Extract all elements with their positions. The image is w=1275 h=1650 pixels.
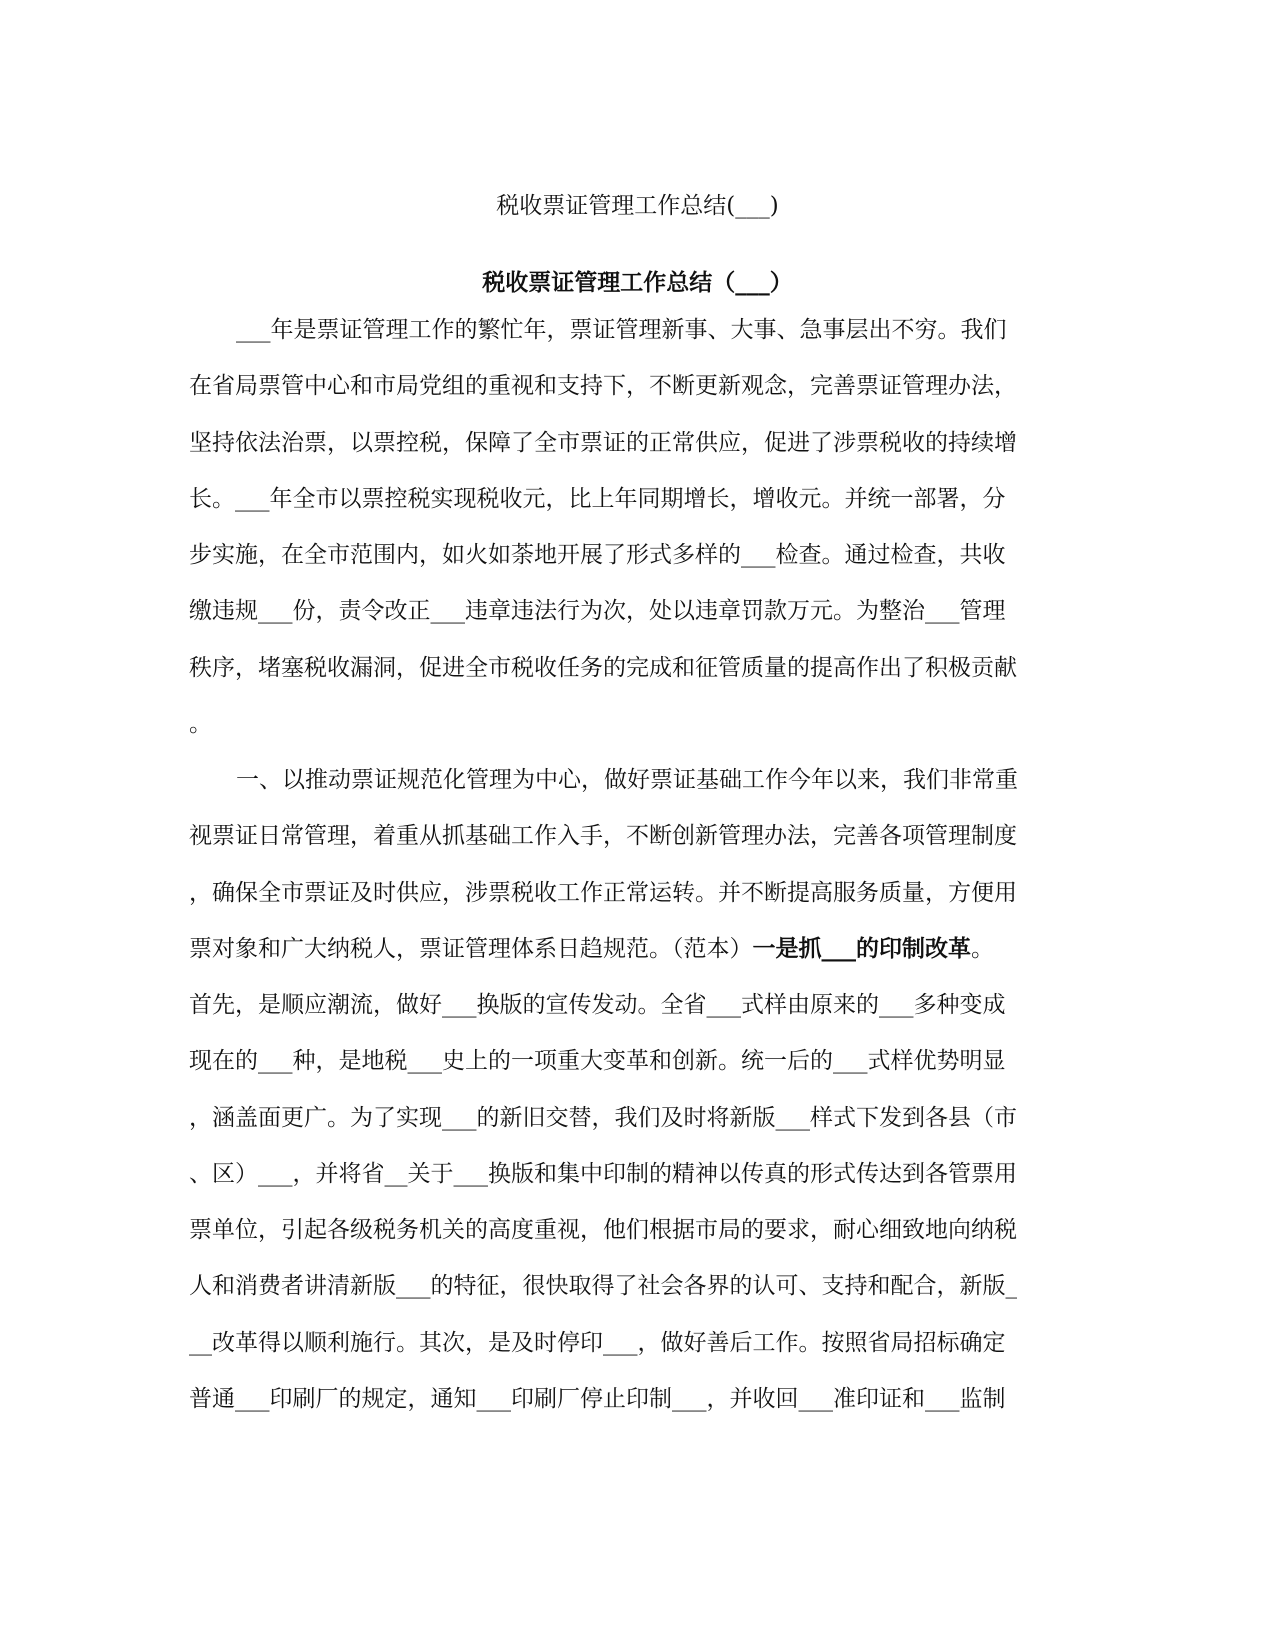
document-title: 税收票证管理工作总结(___)	[496, 193, 779, 219]
paragraph-line: 在省局票管中心和市局党组的重视和支持下，不断更新观念，完善票证管理办法，	[189, 373, 1017, 399]
paragraph-line: 秩序，堵塞税收漏洞，促进全市税收任务的完成和征管质量的提高作出了积极贡献	[189, 655, 1017, 681]
paragraph-line: 票单位，引起各级税务机关的高度重视，他们根据市局的要求，耐心细致地向纳税	[189, 1217, 1017, 1243]
paragraph-line: 长。___年全市以票控税实现税收元，比上年同期增长，增收元。并统一部署，分	[189, 486, 1006, 512]
document-heading: 税收票证管理工作总结（___）	[482, 269, 793, 296]
paragraph-line: 、区）___，并将省__关于___换版和集中印制的精神以传真的形式传达到各管票用	[189, 1161, 1017, 1187]
paragraph-line: 现在的___种，是地税___史上的一项重大变革和创新。统一后的___式样优势明显	[189, 1048, 1006, 1074]
paragraph-line: ___年是票证管理工作的繁忙年，票证管理新事、大事、急事层出不穷。我们	[236, 317, 1007, 343]
bold-phrase: 一是抓___的印制改革	[752, 935, 971, 962]
paragraph-line: 坚持依法治票，以票控税，保障了全市票证的正常供应，促进了涉票税收的持续增	[189, 430, 1017, 456]
paragraph-line: 。	[189, 711, 212, 737]
paragraph-line: 人和消费者讲清新版___的特征，很快取得了社会各界的认可、支持和配合，新版_	[189, 1273, 1017, 1299]
paragraph-line: ，涵盖面更广。为了实现___的新旧交替，我们及时将新版___样式下发到各县（市	[189, 1105, 1017, 1131]
paragraph-line: ，确保全市票证及时供应，涉票税收工作正常运转。并不断提高服务质量，方便用	[189, 880, 1017, 906]
paragraph-line-mixed	[189, 934, 994, 964]
paragraph-line: 步实施，在全市范围内，如火如荼地开展了形式多样的___检查。通过检查，共收	[189, 542, 1006, 568]
paragraph-line: 首先，是顺应潮流，做好___换版的宣传发动。全省___式样由原来的___多种变成	[189, 992, 1006, 1018]
line-text: 票对象和广大纳税人，票证管理体系日趋规范。（范本）	[189, 936, 753, 962]
paragraph-line: 普通___印刷厂的规定，通知___印刷厂停止印制___，并收回___准印证和___监制	[189, 1386, 1006, 1412]
line-text: 。	[971, 936, 994, 962]
paragraph-line: 一、以推动票证规范化管理为中心，做好票证基础工作今年以来，我们非常重	[236, 767, 1018, 793]
paragraph-line: __改革得以顺利施行。其次，是及时停印___，做好善后工作。按照省局招标确定	[189, 1330, 1006, 1356]
paragraph-line: 缴违规___份，责令改正___违章违法行为次，处以违章罚款万元。为整治___管理	[189, 598, 1006, 624]
paragraph-line: 视票证日常管理，着重从抓基础工作入手，不断创新管理办法，完善各项管理制度	[189, 823, 1017, 849]
